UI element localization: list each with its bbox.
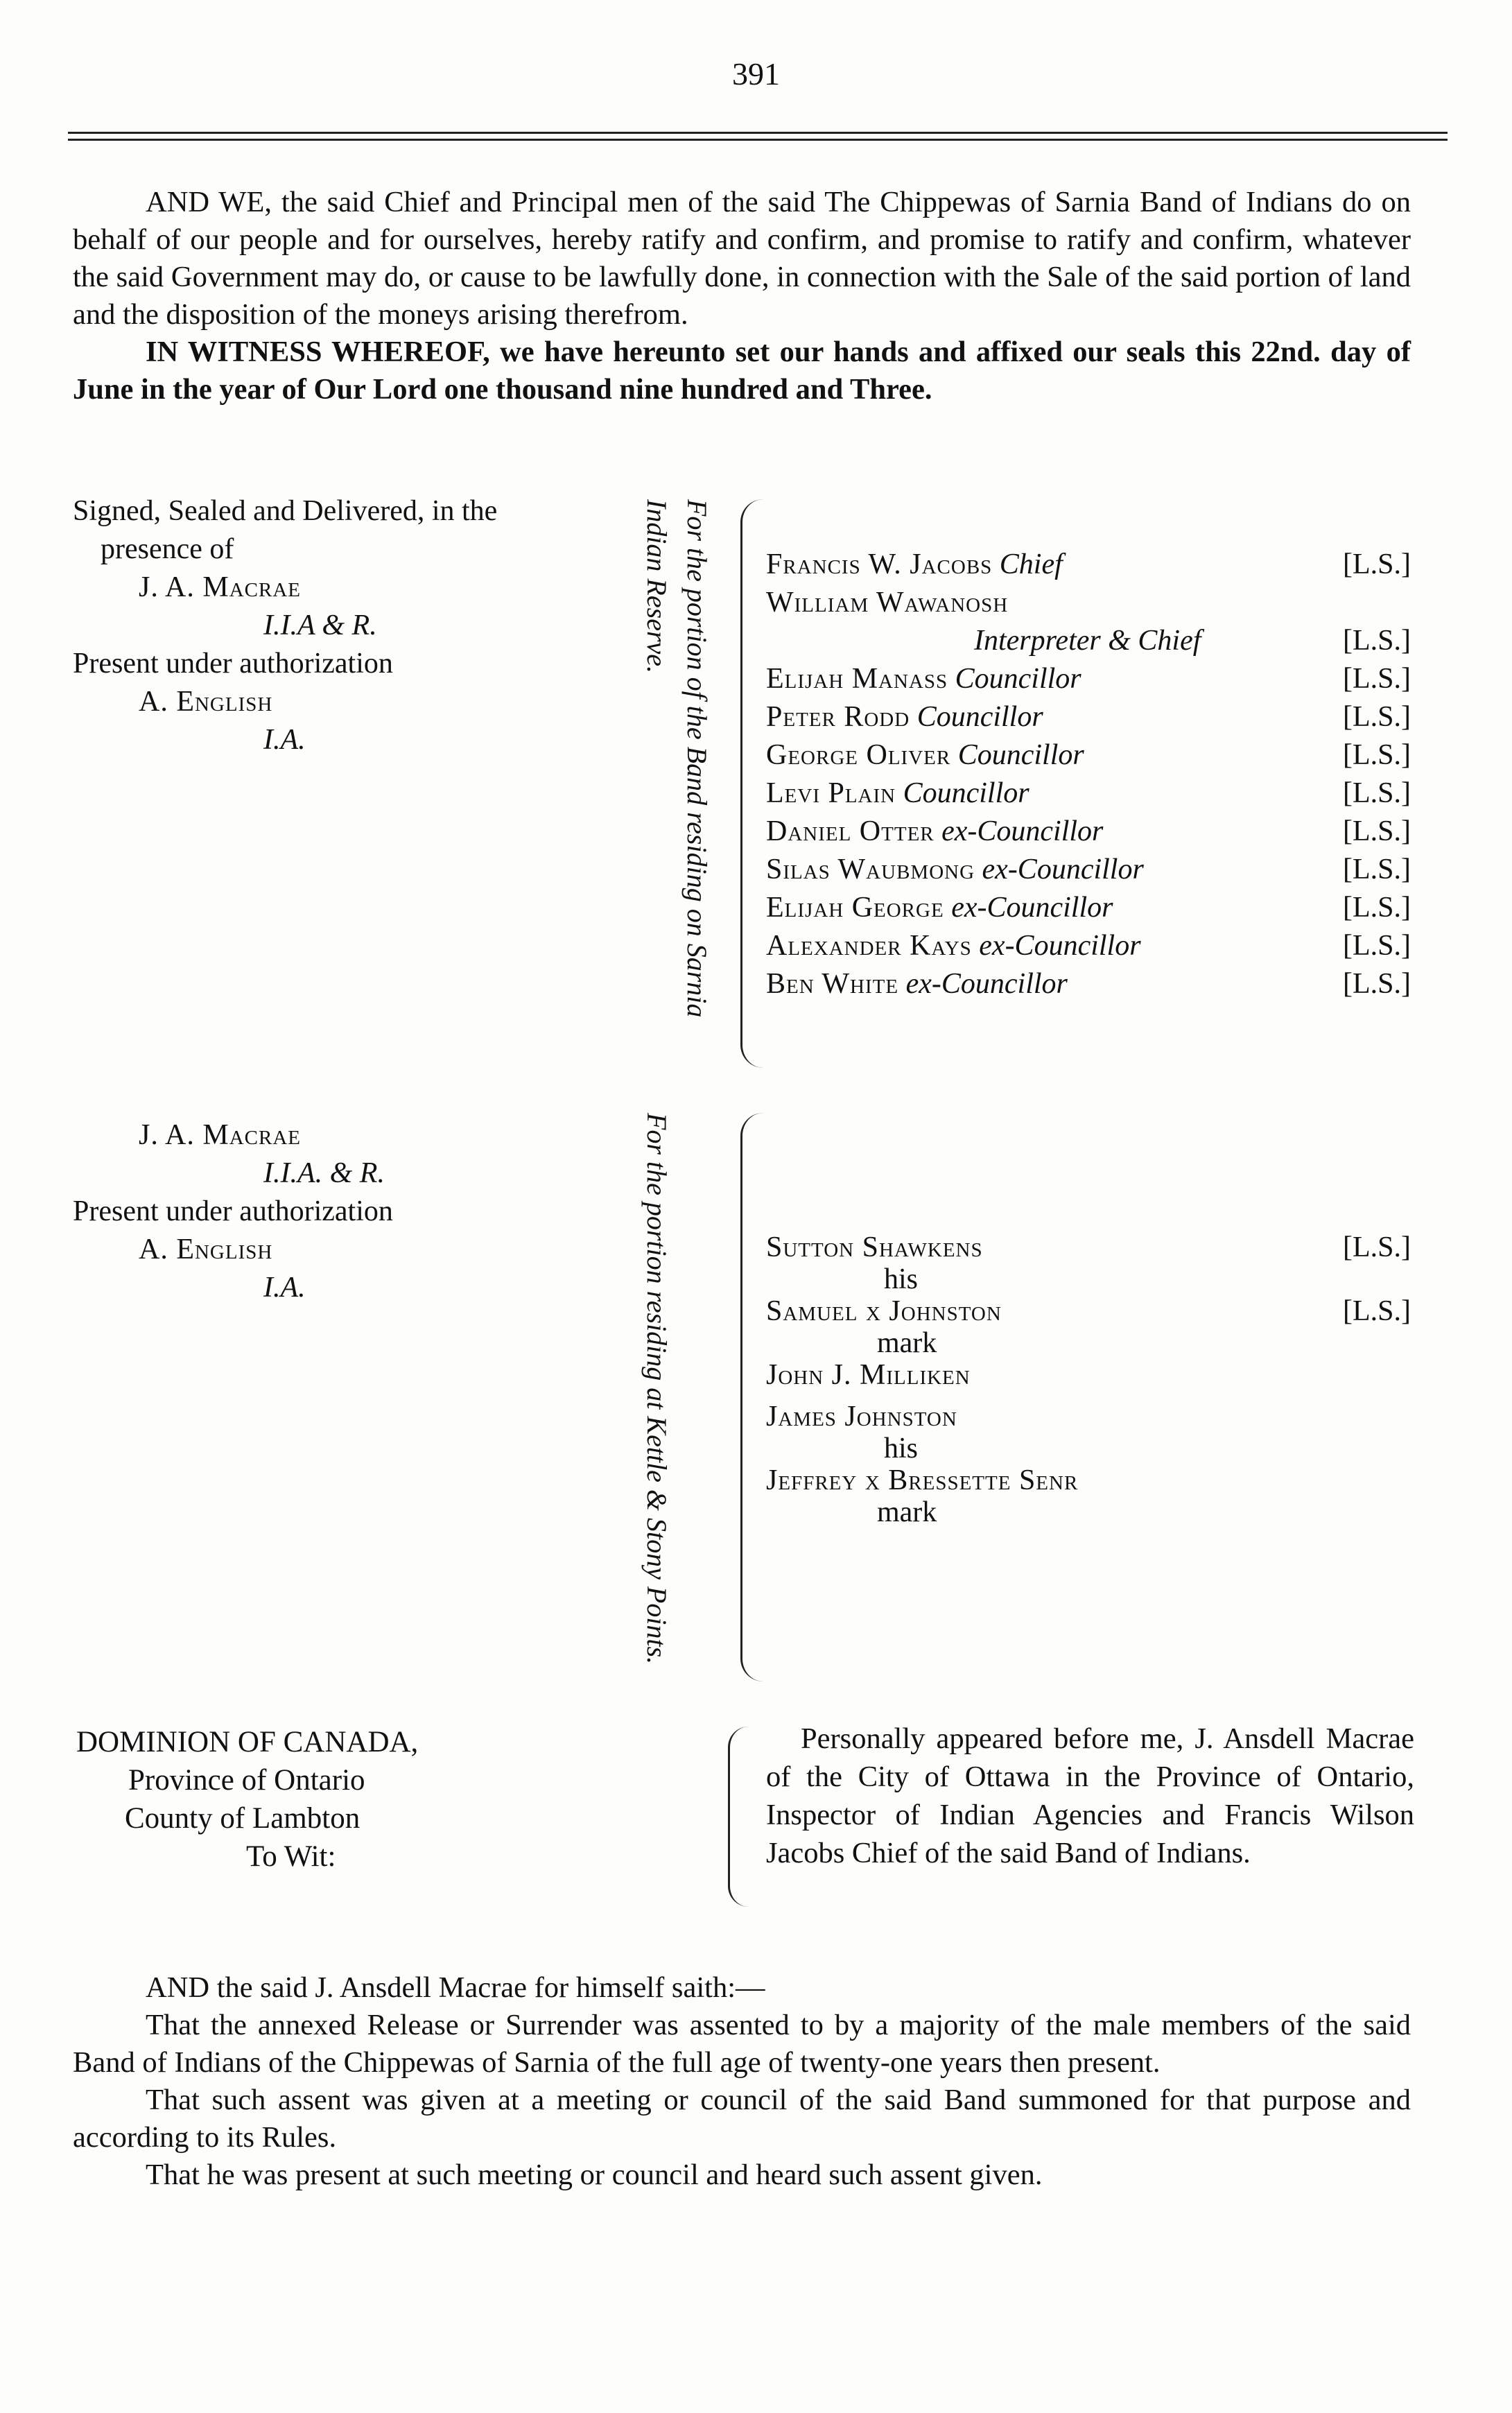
signer-name: Samuel x Johnston [766, 1295, 1002, 1327]
signer-row [766, 929, 1411, 967]
signer-name: Elijah George [766, 892, 944, 924]
witness-title: I.I.A & R. [263, 609, 377, 641]
witness-title: I.I.A. & R. [263, 1157, 385, 1189]
seal: [L.S.] [1343, 1295, 1411, 1327]
header-rule-2 [68, 139, 1448, 141]
signer-name: John J. Milliken [766, 1359, 971, 1391]
witness-line: Present under authorization [73, 1195, 393, 1227]
venue-block [76, 1723, 562, 1876]
signer-title: Councillor [903, 777, 1029, 809]
seal: [L.S.] [1343, 815, 1411, 847]
signer-row [766, 967, 1411, 1005]
closing-line: That such assent was given at a meeting or council of the said Band summoned for that purpose and according to its Rules. [73, 2084, 1411, 2154]
witness-name: A. English [139, 1234, 273, 1265]
signer-row [766, 548, 1411, 586]
venue-line: County of Lambton [125, 1802, 360, 1835]
signer-title: Councillor [957, 739, 1084, 771]
witness-name: J. A. Macrae [139, 571, 301, 603]
seal: [L.S.] [1343, 663, 1411, 695]
signer-row [766, 891, 1411, 929]
signer-name: Francis W. Jacobs [766, 548, 993, 580]
seal: [L.S.] [1343, 1231, 1411, 1263]
appeared-paragraph: Personally appeared before me, J. Ansdell Macrae of the City of Ottawa in the Province of Ontario, Inspector of Indian Agencies and Francis Wilson Jacobs Chief of the said Band of Indians. [766, 1722, 1414, 1869]
header-rule [68, 132, 1448, 134]
signer-name: Daniel Otter [766, 815, 935, 847]
venue-line: To Wit: [246, 1840, 336, 1873]
witness-title: I.A. [263, 1272, 306, 1304]
witness-block-1 [73, 492, 662, 759]
signer-list-2 [766, 1231, 1411, 1528]
seal: [L.S.] [1343, 548, 1411, 580]
signer-row [766, 662, 1411, 700]
seal: [L.S.] [1343, 930, 1411, 962]
opening-paragraphs [73, 184, 1411, 408]
signer-list-1 [766, 548, 1411, 1005]
seal: [L.S.] [1343, 892, 1411, 924]
signer-title: Chief [999, 548, 1063, 580]
venue-brace [728, 1727, 749, 1907]
signer-name: William Wawanosh [766, 587, 1009, 619]
signer-title: ex-Councillor [982, 854, 1144, 885]
signer-name: Ben White [766, 968, 899, 1000]
mark-label: his [884, 1263, 919, 1295]
witness-block-2 [73, 1116, 662, 1307]
signer-row [766, 777, 1411, 815]
signer-row [766, 1231, 1411, 1263]
brace-1 [740, 499, 763, 1068]
seal: [L.S.] [1343, 625, 1411, 657]
signer-name: Elijah Manass [766, 663, 948, 695]
signer-row [766, 853, 1411, 891]
witness-name: A. English [139, 686, 273, 718]
signer-row [766, 738, 1411, 777]
witness-title: I.A. [263, 724, 306, 756]
brace-2 [740, 1113, 763, 1681]
signer-name: Peter Rodd [766, 701, 910, 733]
signer-row [766, 815, 1411, 853]
venue-line: Province of Ontario [128, 1764, 365, 1797]
witness-line: presence of [101, 533, 234, 565]
seal: [L.S.] [1343, 739, 1411, 771]
seal: [L.S.] [1343, 854, 1411, 885]
signer-row [766, 1295, 1411, 1326]
venue-line: DOMINION OF CANADA, [76, 1726, 419, 1758]
signer-name: Alexander Kays [766, 930, 972, 962]
signer-row [766, 586, 1411, 624]
witness-paragraph: IN WITNESS WHEREOF, we have hereunto set our hands and affixed our seals this 22nd. day of June in the year of Our Lord one thousand nine hundred and Three. [73, 336, 1411, 406]
mark-label: mark [877, 1327, 937, 1359]
signer-title: Councillor [916, 701, 1043, 733]
closing-line: That the annexed Release or Surrender was assented to by a majority of the male members of the said Band of Indians of the Chippewas of Sarnia of the full age of twenty-one years then present. [73, 2009, 1411, 2079]
signer-name: Sutton Shawkens [766, 1231, 983, 1263]
closing-line: AND the said J. Ansdell Macrae for himself saith:— [146, 1971, 765, 2004]
signer-title: ex-Councillor [979, 930, 1141, 962]
signer-row [766, 700, 1411, 738]
mark-label: mark [877, 1496, 937, 1528]
mark-label: his [884, 1433, 919, 1464]
witness-name: J. A. Macrae [139, 1119, 301, 1151]
signer-title: ex-Councillor [951, 892, 1113, 924]
ratify-paragraph: AND WE, the said Chief and Principal men of the said The Chippewas of Sarnia Band of Indians do on behalf of our people and for ourselves, hereby ratify and confirm, and promise to ratify and confirm, whatever the said Government may do, or cause to be lawfully done, in connection with the Sale of the said portion of land and the disposition of the moneys arising therefrom. [73, 186, 1411, 331]
signer-title: Councillor [955, 663, 1081, 695]
signer-title: ex-Councillor [941, 815, 1104, 847]
signer-row [766, 624, 1411, 662]
witness-line: Present under authorization [73, 648, 393, 680]
signer-title: ex-Councillor [905, 968, 1068, 1000]
signer-name: James Johnston [766, 1401, 957, 1433]
side-label-kettle: For the portion residing at Kettle & Stony Points. [641, 1113, 672, 1665]
signer-name: Silas Waubmong [766, 854, 975, 885]
witness-line: Signed, Sealed and Delivered, in the [73, 495, 498, 527]
seal: [L.S.] [1343, 968, 1411, 1000]
seal: [L.S.] [1343, 701, 1411, 733]
page-number: 391 [732, 56, 780, 92]
signer-name: Levi Plain [766, 777, 896, 809]
seal: [L.S.] [1343, 777, 1411, 809]
signer-title: Interpreter & Chief [974, 625, 1201, 657]
closing-paragraphs [73, 1969, 1411, 2194]
signer-name: George Oliver [766, 739, 951, 771]
closing-line: That he was present at such meeting or council and heard such assent given. [146, 2159, 1043, 2191]
signer-name: Jeffrey x Bressette Senr [766, 1464, 1079, 1496]
side-label-sarnia: For the portion of the Band residing on Sarnia Indian Reserve. [641, 499, 713, 1018]
